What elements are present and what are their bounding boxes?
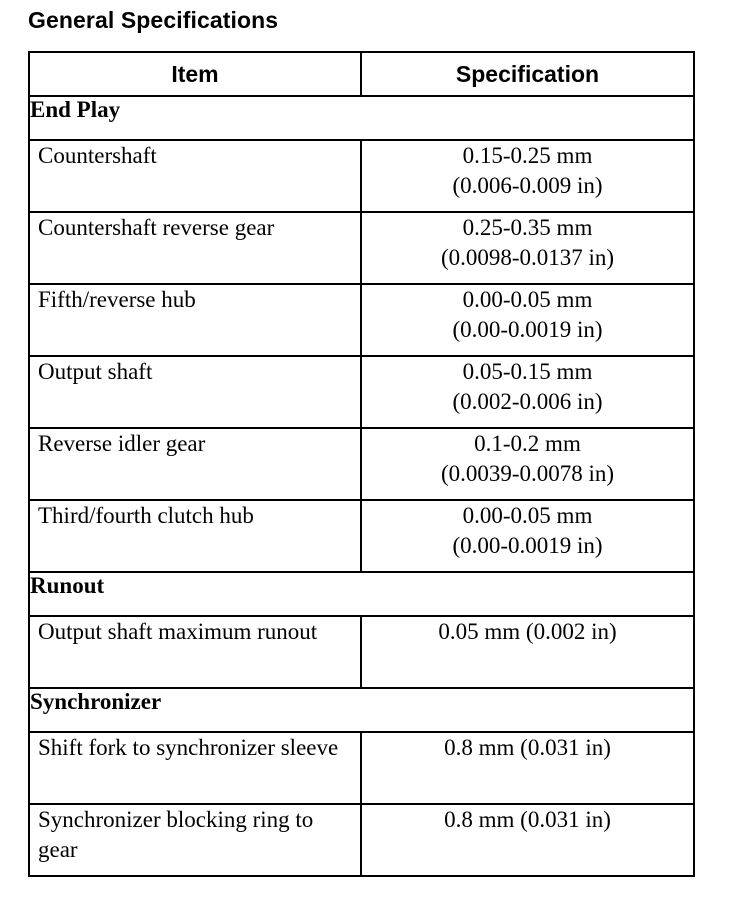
specification-value: 0.00-0.05 mm [462,287,593,312]
table-row [29,284,694,356]
table-row [29,140,694,212]
specification-value: (0.0098-0.0137 in) [440,245,615,270]
item-cell: Output shaft maximum runout [29,616,361,688]
table-body [29,96,694,876]
section-header-row [29,96,694,140]
specification-value: (0.00-0.0019 in) [452,317,603,342]
page-title: General Specifications [28,7,279,33]
section-title: Runout [29,572,694,616]
specification-value: 0.00-0.05 mm [462,503,593,528]
section-title: End Play [29,96,694,140]
specification-value: 0.8 mm (0.031 in) [444,735,611,760]
item-cell: Fifth/reverse hub [29,284,361,356]
specification-cell [361,804,694,876]
specification-value: 0.05-0.15 mm [462,359,593,384]
specification-cell [361,356,694,428]
column-header-specification: Specification [361,52,694,96]
section-header-row [29,572,694,616]
table-row [29,428,694,500]
specification-value: 0.05 mm (0.002 in) [438,619,617,644]
specification-cell [361,428,694,500]
specification-value: (0.00-0.0019 in) [452,533,603,558]
item-cell: Output shaft [29,356,361,428]
specification-cell [361,616,694,688]
specification-value: (0.0039-0.0078 in) [440,461,615,486]
specification-value: 0.1-0.2 mm [474,431,581,456]
item-cell: Countershaft [29,140,361,212]
specification-cell [361,732,694,804]
table-row [29,732,694,804]
specification-value: (0.006-0.009 in) [452,173,603,198]
item-cell: Third/fourth clutch hub [29,500,361,572]
section-header-row [29,688,694,732]
specification-value: 0.8 mm (0.031 in) [444,807,611,832]
specifications-table [28,51,695,877]
item-cell: Synchronizer blocking ring to gear [29,804,361,876]
column-header-item: Item [29,52,361,96]
item-cell: Shift fork to synchronizer sleeve [29,732,361,804]
table-header-row [29,52,694,96]
specification-value: 0.25-0.35 mm [462,215,593,240]
specification-cell [361,284,694,356]
table-row [29,616,694,688]
item-cell: Countershaft reverse gear [29,212,361,284]
table-row [29,500,694,572]
specification-value: (0.002-0.006 in) [452,389,603,414]
item-cell: Reverse idler gear [29,428,361,500]
table-row [29,804,694,876]
table-row [29,212,694,284]
section-title: Synchronizer [29,688,694,732]
specification-cell [361,212,694,284]
table-row [29,356,694,428]
specification-cell [361,140,694,212]
specification-value: 0.15-0.25 mm [462,143,593,168]
specification-cell [361,500,694,572]
